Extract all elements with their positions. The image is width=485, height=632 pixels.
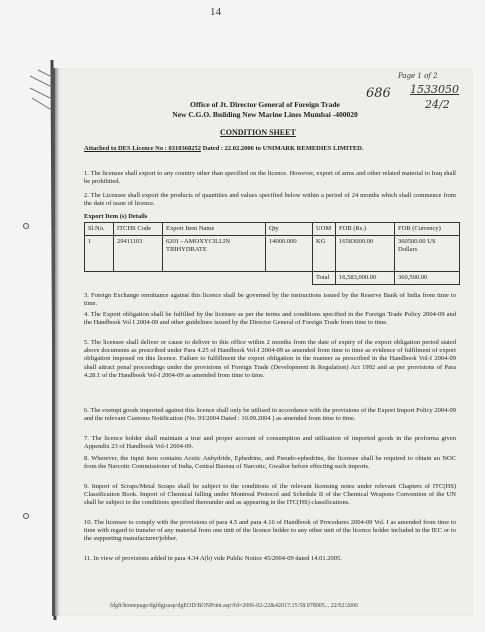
table-row [85, 236, 460, 272]
office-header [150, 100, 380, 120]
export-heading: Export Item (s) Details [84, 213, 148, 220]
clause-8: 8. Wherever, the input item contains Acetic Anhydride, Ephedrine, and Pseudo-ephedrine, the licensee shall be required to obtain an NOC from the Narcotic Commissioner of India, Central Bureau of Narcotic, Gwalior before effecting such imports. [84, 455, 456, 471]
cell-fob-rs: 16583000.00 [336, 236, 395, 272]
clause-2: 2. The Licensee shall export the products of quantities and values specified below within a period of 24 months which shall commence from the date of issue of licence. [84, 192, 456, 208]
cell-fob-currency: 360500.00 US Dollars [395, 236, 460, 272]
cell-item: 6201 - AMOXYCILLIN TRIHYDRATE [163, 236, 266, 272]
attached-prefix: Attached to DES Licence No : 0310368252 [84, 145, 201, 152]
handwritten-sub: 24/2 [425, 98, 450, 111]
total-rs: 16,583,000.00 [336, 272, 395, 285]
handwritten-number: 1533050 [410, 83, 459, 96]
clause-4: 4. The Export obligation shall be fulfilled by the licensee as per the terms and conditions specified in the Foreign Trade Policy 2004-09 and the Handbook Vol I 2004-09 and other guidelines issued by the Director General of Foreign Trade from time to time. [84, 311, 456, 327]
cell-uom: KG [313, 236, 336, 272]
th-fob-rs: FOB (Rs.) [336, 223, 395, 236]
th-itchs: ITCHS Code [114, 223, 163, 236]
th-slno: Sl.No. [85, 223, 114, 236]
condition-sheet-title: CONDITION SHEET [220, 128, 296, 137]
table-header-row [85, 223, 460, 236]
handwritten-686: 686 [366, 86, 391, 101]
clause-6: 6. The exempt goods imported against this licence shall only be utilised in accordance with the provisions of the Export Import Policy 2004-09 and the relevant Customs Notification (No. 93/2004 Dated : 10.09.2004 ) as amended from time to time. [84, 407, 456, 423]
cell-qty: 14000.000 [266, 236, 313, 272]
clause-11: 11. In view of provisions added in para 4.34 A(b) vide Public Notice 45/2004-09 dated 14.01.2005. [84, 555, 342, 562]
clause-9: 9. Import of Scraps/Metal Scraps shall be subject to the conditions of the relevant licensing notes under relevant Chapters of ITC(HS) Classification Book. Import of Chemical falling under Montreal Protocol and Schedule II of the Chemical Weapons Convention of the UN shall be subject to the conditions specified thereunder and as appearing in the ITC(HS) classifications. [84, 483, 456, 507]
clause-5: 5. The licensee shall deliver or cause to deliver to this office within 2 months from the date of expiry of the export obligation period stated above documents as prescribed under Para 4.25 of Handbook Vol-I 2004-09 as amended from time to time as evidence of fulfilment of export obligation imposed on this licence. Failure to fulfillment the export obligation in the manner as prescribed in the Handbook Vol-I 2004-09 shall attract penal proceedings under the provisions of Foreign Trade (Development & Regulation) Act 1992 and as per provisions of Para 4.28.1 of the Handbook Vol-I 2004-09 as amended from time to time. [84, 339, 456, 379]
clause-10: 10. The licensee to comply with the provisions of para 4.5 and para 4.16 of Handbook of Procedures 2004-09 Vol. I as amended from time to time with regard to transfer of any material from one unit of the licence holder to any other unit of the licence holder included in the IEC or to the supporting manufacturer/jobber. [84, 519, 456, 543]
attached-line [84, 145, 456, 153]
footer-path: fdgft/homepage/dgfdgjsasp/dgEOD/BONPrint.asp?fd=2006-02-22&42017:15:58 078005... 22/02/2006 [110, 603, 359, 609]
clause-7: 7. The licence holder shall maintain a true and proper account of consumption and utilisation of imported goods in the proforma given Appendix 23 of Handbook Vol-I 2004-09. [84, 435, 456, 451]
total-spacer [85, 272, 313, 285]
handwritten-page-tag: Page 1 of 2 [398, 72, 438, 80]
table-total-row [85, 272, 460, 285]
total-label: Total [313, 272, 336, 285]
scan-edge-marks [0, 60, 58, 620]
header-line2: New C.G.O. Building New Marine Lines Mumbai -400020 [172, 110, 358, 119]
th-fob-currency: FOB (Currency) [395, 223, 460, 236]
header-line1: Office of Jt. Director General of Foreign Trade [190, 100, 340, 109]
cell-itchs: 29411103 [114, 236, 163, 272]
page-number: 14 [210, 6, 221, 18]
th-uom: UOM [313, 223, 336, 236]
total-currency: 360,500.00 [395, 272, 460, 285]
th-qty: Qty [266, 223, 313, 236]
attached-dated: Dated : 22.02.2006 to UNIMARK REMEDIES LIMITED. [202, 145, 364, 152]
th-item: Export Item Name [163, 223, 266, 236]
clause-1: 1. The licensee shall export to any country other than specified on the licence. However, export of arms and other related material to Iraq shall be prohibited. [84, 170, 456, 186]
clause-3: 3. Foreign Exchange remittance against this licence shall be governed by the instructions issued by the Reserve Bank of India from time to time. [84, 292, 456, 308]
export-items-table [84, 222, 460, 285]
cell-slno: 1 [85, 236, 114, 272]
